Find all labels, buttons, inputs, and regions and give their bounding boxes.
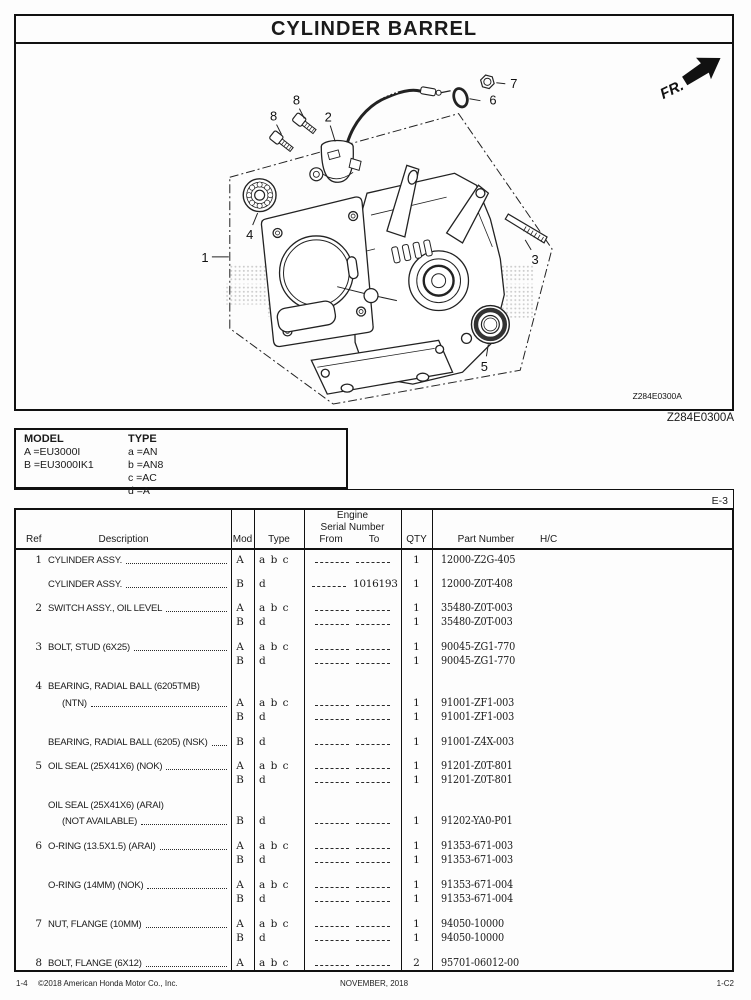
model-item: B =EU3000IK1 bbox=[24, 459, 94, 471]
description-text: O-RING (14MM) (NOK) bbox=[48, 880, 144, 891]
table-row bbox=[16, 892, 732, 906]
qty-cell: 1 bbox=[413, 932, 420, 944]
serial-range-cell bbox=[305, 710, 400, 724]
dotted-leader bbox=[147, 888, 227, 889]
footer-code: 1-C2 bbox=[716, 979, 734, 988]
footer-copyright: ©2018 American Honda Motor Co., Inc. bbox=[38, 979, 178, 988]
callout-6: 6 bbox=[489, 92, 497, 108]
type-cell: d bbox=[259, 854, 267, 866]
oil-level-switch bbox=[310, 87, 451, 183]
part-number-cell: 12000-Z0T-408 bbox=[441, 577, 513, 590]
serial-to-dash bbox=[356, 926, 390, 927]
page-title: CYLINDER BARREL bbox=[270, 17, 478, 40]
header-engine-line1: Engine bbox=[336, 510, 369, 521]
serial-from-dash bbox=[315, 663, 349, 664]
table-row bbox=[16, 917, 732, 931]
qty-cell: 1 bbox=[413, 616, 420, 628]
fr-direction-arrow bbox=[653, 48, 727, 103]
mod-cell: A bbox=[236, 918, 244, 930]
serial-to-dash bbox=[356, 705, 390, 706]
type-cell: d bbox=[259, 711, 267, 723]
type-item: d =A bbox=[128, 485, 150, 497]
type-cell: a b c bbox=[259, 554, 290, 566]
description-text: BEARING, RADIAL BALL (6205) (NSK) bbox=[48, 737, 208, 748]
qty-cell: 1 bbox=[413, 711, 420, 723]
description-text: BOLT, FLANGE (6X12) bbox=[48, 958, 142, 969]
drawing-code-large: Z284E0300A bbox=[666, 412, 734, 424]
header-hc: H/C bbox=[540, 534, 558, 545]
qty-cell: 1 bbox=[413, 641, 420, 653]
flange-nut bbox=[481, 75, 495, 89]
mod-cell: A bbox=[236, 760, 244, 772]
header-type: Type bbox=[268, 534, 290, 545]
qty-cell: 2 bbox=[413, 957, 420, 969]
serial-from-dash bbox=[315, 823, 349, 824]
type-cell: a b c bbox=[259, 918, 290, 930]
ref-cell: 3 bbox=[35, 641, 42, 653]
header-engine-line2: Serial Number bbox=[320, 522, 385, 533]
mod-cell: A bbox=[236, 697, 244, 709]
description-text: BOLT, STUD (6X25) bbox=[48, 642, 130, 653]
qty-cell: 1 bbox=[413, 602, 420, 614]
type-cell: a b c bbox=[259, 840, 290, 852]
qty-cell: 1 bbox=[413, 815, 420, 827]
description-text: CYLINDER ASSY. bbox=[48, 579, 123, 590]
mod-cell: A bbox=[236, 840, 244, 852]
mod-cell: A bbox=[236, 641, 244, 653]
type-cell: a b c bbox=[259, 602, 290, 614]
serial-from-dash bbox=[315, 768, 349, 769]
serial-to-dash bbox=[356, 624, 390, 625]
table-row bbox=[16, 679, 732, 693]
mod-cell: B bbox=[236, 616, 244, 628]
dotted-leader bbox=[212, 745, 227, 746]
part-number-cell: 91353-671-003 bbox=[441, 839, 514, 852]
dotted-leader bbox=[134, 650, 227, 651]
table-row bbox=[16, 654, 732, 668]
description-cell bbox=[48, 956, 228, 970]
header-to: To bbox=[368, 534, 380, 545]
type-item: b =AN8 bbox=[128, 459, 164, 471]
title-box bbox=[14, 14, 734, 44]
serial-to-value: 1016193 bbox=[353, 578, 398, 590]
serial-range-cell bbox=[305, 892, 400, 906]
part-number-cell: 90045-ZG1-770 bbox=[441, 654, 516, 667]
type-cell: a b c bbox=[259, 641, 290, 653]
serial-range-cell bbox=[305, 615, 400, 629]
header-from: From bbox=[319, 534, 343, 545]
part-number-cell: 91001-Z4X-003 bbox=[441, 735, 514, 748]
mod-cell: A bbox=[236, 879, 244, 891]
type-header: TYPE bbox=[128, 433, 157, 445]
serial-range-cell bbox=[305, 759, 400, 773]
serial-range-cell bbox=[305, 878, 400, 892]
serial-to-dash bbox=[356, 887, 390, 888]
description-cell bbox=[48, 735, 228, 749]
description-text: OIL SEAL (25X41X6) (NOK) bbox=[48, 761, 163, 772]
section-divider bbox=[14, 489, 734, 490]
type-cell: a b c bbox=[259, 879, 290, 891]
table-row bbox=[16, 853, 732, 867]
description-cell bbox=[48, 640, 228, 654]
table-row bbox=[16, 553, 732, 567]
mod-cell: A bbox=[236, 554, 244, 566]
parts-diagram bbox=[14, 44, 734, 411]
serial-range-cell bbox=[305, 735, 400, 749]
table-header bbox=[16, 510, 732, 548]
type-cell: d bbox=[259, 736, 267, 748]
serial-range-cell bbox=[305, 931, 400, 945]
part-number-cell: 95701-06012-00 bbox=[441, 956, 519, 969]
dotted-leader bbox=[146, 966, 227, 967]
serial-from-dash bbox=[315, 940, 349, 941]
serial-from-dash bbox=[315, 965, 349, 966]
description-text: SWITCH ASSY., OIL LEVEL bbox=[48, 603, 163, 614]
model-column bbox=[24, 433, 94, 472]
serial-to-dash bbox=[356, 610, 390, 611]
header-qty: QTY bbox=[406, 534, 427, 545]
serial-from-dash bbox=[312, 586, 346, 587]
serial-from-dash bbox=[315, 862, 349, 863]
ref-cell: 6 bbox=[35, 840, 42, 852]
ref-cell: 8 bbox=[35, 957, 42, 969]
section-divider-edge bbox=[733, 489, 734, 508]
serial-range-cell bbox=[305, 917, 400, 931]
mod-cell: A bbox=[236, 957, 244, 969]
type-item: a =AN bbox=[128, 446, 158, 458]
description-cell bbox=[48, 759, 228, 773]
model-type-legend bbox=[14, 428, 348, 497]
ref-cell: 5 bbox=[35, 760, 42, 772]
part-number-cell: 12000-Z2G-405 bbox=[441, 553, 516, 566]
table-row bbox=[16, 931, 732, 945]
serial-from-dash bbox=[315, 610, 349, 611]
section-ref: E-3 bbox=[711, 495, 728, 507]
description-cell bbox=[48, 696, 228, 710]
mod-cell: B bbox=[236, 655, 244, 667]
ref-cell: 2 bbox=[35, 602, 42, 614]
callout-2: 2 bbox=[324, 109, 332, 125]
serial-from-dash bbox=[315, 649, 349, 650]
serial-to-dash bbox=[356, 848, 390, 849]
radial-ball-bearing bbox=[243, 179, 276, 212]
dotted-leader bbox=[141, 824, 227, 825]
callout-1: 1 bbox=[201, 249, 209, 265]
flange-bolt bbox=[269, 130, 295, 153]
serial-range-cell bbox=[305, 839, 400, 853]
dotted-leader bbox=[166, 611, 227, 612]
serial-to-dash bbox=[356, 744, 390, 745]
part-number-cell: 91202-YA0-P01 bbox=[441, 814, 513, 827]
mod-cell: B bbox=[236, 736, 244, 748]
fr-label: FR. bbox=[657, 77, 687, 103]
table-row bbox=[16, 839, 732, 853]
table-row bbox=[16, 759, 732, 773]
description-cell bbox=[48, 601, 228, 615]
mod-cell: B bbox=[236, 711, 244, 723]
description-cell bbox=[48, 839, 228, 853]
callout-4: 4 bbox=[246, 226, 254, 242]
type-cell: d bbox=[259, 815, 267, 827]
part-number-cell: 35480-Z0T-003 bbox=[441, 615, 513, 628]
dotted-leader bbox=[126, 563, 227, 564]
serial-to-dash bbox=[356, 862, 390, 863]
serial-range-cell bbox=[305, 577, 400, 591]
serial-range-cell bbox=[305, 853, 400, 867]
type-item: c =AC bbox=[128, 472, 157, 484]
callout-3: 3 bbox=[531, 251, 539, 267]
qty-cell: 1 bbox=[413, 774, 420, 786]
part-number-cell: 94050-10000 bbox=[441, 917, 504, 930]
callout-7: 7 bbox=[510, 75, 518, 91]
arrow-icon bbox=[677, 48, 727, 90]
parts-table bbox=[14, 508, 734, 972]
type-cell: d bbox=[259, 893, 267, 905]
mod-cell: A bbox=[236, 602, 244, 614]
table-row bbox=[16, 615, 732, 629]
table-row bbox=[16, 735, 732, 749]
callout-8b: 8 bbox=[292, 92, 301, 108]
qty-cell: 1 bbox=[413, 879, 420, 891]
mod-cell: B bbox=[236, 774, 244, 786]
description-cell bbox=[48, 679, 228, 693]
part-number-cell: 91001-ZF1-003 bbox=[441, 696, 515, 709]
part-number-cell: 94050-10000 bbox=[441, 931, 504, 944]
serial-from-dash bbox=[315, 782, 349, 783]
ref-cell: 1 bbox=[35, 554, 42, 566]
table-row bbox=[16, 696, 732, 710]
serial-from-dash bbox=[315, 719, 349, 720]
serial-to-dash bbox=[356, 782, 390, 783]
table-row bbox=[16, 878, 732, 892]
footer-date: NOVEMBER, 2018 bbox=[339, 979, 409, 988]
part-number-cell: 91353-671-004 bbox=[441, 892, 514, 905]
stud-bolt bbox=[505, 214, 547, 243]
drawing-code-small: Z284E0300A bbox=[632, 391, 682, 402]
type-cell: d bbox=[259, 655, 267, 667]
part-number-cell: 91001-ZF1-003 bbox=[441, 710, 515, 723]
header-mod: Mod bbox=[232, 534, 253, 545]
mod-cell: B bbox=[236, 932, 244, 944]
serial-range-cell bbox=[305, 640, 400, 654]
serial-range-cell bbox=[305, 696, 400, 710]
model-item: A =EU3000I bbox=[24, 446, 81, 458]
qty-cell: 1 bbox=[413, 840, 420, 852]
description-text: (NOT AVAILABLE) bbox=[62, 816, 138, 827]
qty-cell: 1 bbox=[413, 918, 420, 930]
ref-cell: 7 bbox=[35, 918, 42, 930]
description-text: CYLINDER ASSY. bbox=[48, 555, 123, 566]
serial-to-dash bbox=[356, 719, 390, 720]
dotted-leader bbox=[126, 587, 227, 588]
header-part-number: Part Number bbox=[457, 534, 515, 545]
description-cell bbox=[48, 814, 228, 828]
type-cell: d bbox=[259, 774, 267, 786]
serial-range-cell bbox=[305, 956, 400, 970]
dotted-leader bbox=[146, 927, 227, 928]
flange-bolt bbox=[292, 112, 318, 135]
type-cell: a b c bbox=[259, 697, 290, 709]
qty-cell: 1 bbox=[413, 554, 420, 566]
mod-cell: B bbox=[236, 578, 244, 590]
o-ring bbox=[451, 87, 469, 109]
description-text: BEARING, RADIAL BALL (6205TMB) bbox=[48, 681, 200, 692]
qty-cell: 1 bbox=[413, 655, 420, 667]
ref-cell: 4 bbox=[35, 680, 42, 692]
mod-cell: B bbox=[236, 854, 244, 866]
description-cell bbox=[48, 917, 228, 931]
serial-from-dash bbox=[315, 926, 349, 927]
type-cell: a b c bbox=[259, 957, 290, 969]
description-cell bbox=[48, 577, 228, 591]
part-number-cell: 91201-Z0T-801 bbox=[441, 759, 513, 772]
table-row bbox=[16, 798, 732, 812]
oil-seal bbox=[471, 306, 509, 344]
serial-to-dash bbox=[356, 562, 390, 563]
qty-cell: 1 bbox=[413, 578, 420, 590]
description-text: (NTN) bbox=[62, 698, 87, 709]
serial-from-dash bbox=[315, 624, 349, 625]
serial-from-dash bbox=[315, 744, 349, 745]
part-number-cell: 91353-671-004 bbox=[441, 878, 514, 891]
description-cell bbox=[48, 878, 228, 892]
part-number-cell: 90045-ZG1-770 bbox=[441, 640, 516, 653]
description-cell bbox=[48, 798, 228, 812]
callout-8a: 8 bbox=[269, 108, 278, 124]
table-row bbox=[16, 773, 732, 787]
description-text: NUT, FLANGE (10MM) bbox=[48, 919, 142, 930]
serial-range-cell bbox=[305, 814, 400, 828]
qty-cell: 1 bbox=[413, 760, 420, 772]
serial-range-cell bbox=[305, 601, 400, 615]
serial-to-dash bbox=[356, 901, 390, 902]
serial-to-dash bbox=[356, 768, 390, 769]
header-ref: Ref bbox=[26, 534, 42, 545]
dotted-leader bbox=[166, 769, 227, 770]
qty-cell: 1 bbox=[413, 854, 420, 866]
table-body bbox=[16, 550, 732, 970]
type-cell: d bbox=[259, 578, 267, 590]
mod-cell: B bbox=[236, 815, 244, 827]
exploded-view-drawing bbox=[16, 44, 734, 409]
qty-cell: 1 bbox=[413, 736, 420, 748]
serial-to-dash bbox=[356, 649, 390, 650]
part-number-cell: 91201-Z0T-801 bbox=[441, 773, 513, 786]
model-header: MODEL bbox=[24, 433, 64, 445]
type-cell: d bbox=[259, 616, 267, 628]
serial-to-dash bbox=[356, 940, 390, 941]
serial-from-dash bbox=[315, 562, 349, 563]
callout-5: 5 bbox=[480, 359, 488, 375]
serial-to-dash bbox=[356, 965, 390, 966]
serial-range-cell bbox=[305, 773, 400, 787]
serial-range-cell bbox=[305, 553, 400, 567]
serial-from-dash bbox=[315, 705, 349, 706]
description-text: OIL SEAL (25X41X6) (ARAI) bbox=[48, 800, 164, 811]
serial-from-dash bbox=[315, 887, 349, 888]
description-cell bbox=[48, 553, 228, 567]
table-row bbox=[16, 710, 732, 724]
qty-cell: 1 bbox=[413, 893, 420, 905]
type-cell: d bbox=[259, 932, 267, 944]
mod-cell: B bbox=[236, 893, 244, 905]
serial-from-dash bbox=[315, 848, 349, 849]
part-number-cell: 35480-Z0T-003 bbox=[441, 601, 513, 614]
description-text: O-RING (13.5X1.5) (ARAI) bbox=[48, 841, 156, 852]
table-row bbox=[16, 601, 732, 615]
serial-to-dash bbox=[356, 823, 390, 824]
table-row bbox=[16, 814, 732, 828]
type-cell: a b c bbox=[259, 760, 290, 772]
header-description: Description bbox=[98, 534, 149, 545]
table-row bbox=[16, 956, 732, 970]
dotted-leader bbox=[91, 706, 227, 707]
table-row bbox=[16, 640, 732, 654]
footer-page-number: 1-4 bbox=[16, 979, 28, 988]
dotted-leader bbox=[160, 849, 227, 850]
part-number-cell: 91353-671-003 bbox=[441, 853, 514, 866]
qty-cell: 1 bbox=[413, 697, 420, 709]
serial-from-dash bbox=[315, 901, 349, 902]
serial-to-dash bbox=[356, 663, 390, 664]
serial-range-cell bbox=[305, 654, 400, 668]
table-row bbox=[16, 577, 732, 591]
